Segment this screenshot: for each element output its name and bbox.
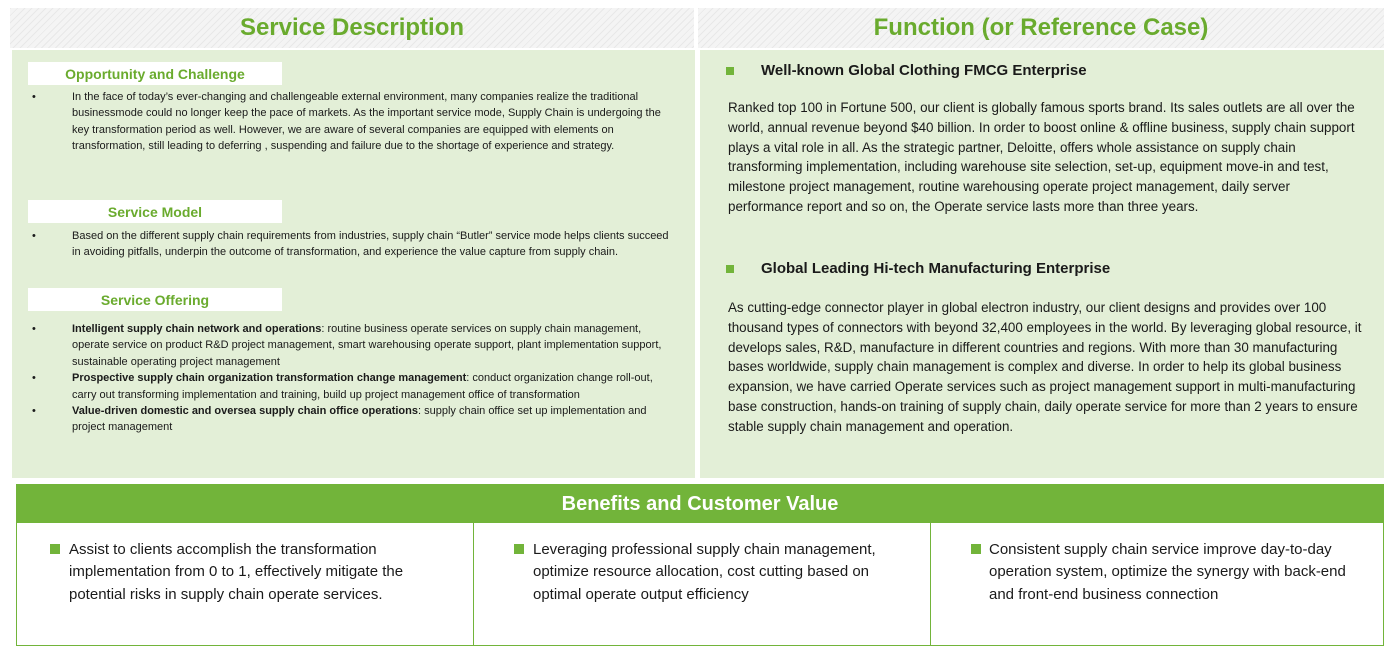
benefit-text: Leveraging professional supply chain management, optimize resource allocation, cost cutting based on optimal operate output efficiency [533,541,876,603]
square-bullet-icon [726,67,734,75]
service-model-text: Based on the different supply chain requirements from industries, supply chain “Butler” service mode helps clients succeed in avoiding pitfalls, underpin the outcome of transformation, and experience the value capture from supply chain. [72,230,669,259]
service-description-title: Service Description [239,14,465,41]
benefit-text: Consistent supply chain service improve day-to-day operation system, optimize the synergy with back-end and front-end business connection [989,541,1346,603]
offering-text: : conduct organization change roll-out, carry out transforming implementation and training, build up project management office of transformation [72,372,653,401]
service-offering-list [32,321,672,436]
offering-title: Intelligent supply chain network and operations [72,323,322,335]
service-model-label: Service Model [28,200,282,223]
opportunity-list [32,89,672,155]
list-item [32,89,672,155]
case2-title: Global Leading Hi-tech Manufacturing Enterprise [761,260,1111,277]
case1-title: Well-known Global Clothing FMCG Enterprise [761,62,1087,79]
offering-title: Prospective supply chain organization transformation change management [72,372,467,385]
reference-case-panel [700,50,1384,478]
benefit-text: Assist to clients accomplish the transformation implementation from 0 to 1, effectively mitigate the potential risks in supply chain operate services. [69,541,404,603]
function-title: Function (or Reference Case) [873,14,1209,41]
case1-text: Ranked top 100 in Fortune 500, our client is globally famous sports brand. Its sales outlets are all over the world, annual revenue beyond $40 billion. In order to boost online & offline business, supply chain support plays a vital role in all. As the strategic partner, Deloitte, offers whole assistance on supply chain transforming implementation, including warehouse site selection, set-up, equipment move-in and test, milestone project management, routine warehousing operate project management, daily server performance report and so on, the Operate service lasts more than three years. [728,100,1355,214]
offering-title: Value-driven domestic and oversea supply chain office operations [72,405,418,418]
list-item [32,321,672,370]
function-header [698,8,1384,48]
bullet-icon: • [32,230,36,242]
square-bullet-icon [50,544,60,554]
list-item [32,370,672,403]
offering-text: : routine business operate services on supply chain management, operate service on product R&D project management, smart warehousing operate support, plant implementation support, sustainable operating project management [72,323,662,368]
benefits-section [16,484,1384,646]
service-description-panel [12,50,695,478]
benefit-item [473,523,930,645]
benefits-title: Benefits and Customer Value [17,485,1383,523]
opportunity-label: Opportunity and Challenge [28,62,282,85]
offering-text: : supply chain office set up implementation and project management [72,405,647,434]
bullet-icon: • [32,91,36,103]
square-bullet-icon [514,544,524,554]
service-model-list [32,228,672,261]
case2-text: As cutting-edge connector player in global electron industry, our client designs and provides over 100 thousand types of connectors with beyond 32,400 employees in the world. By leveraging global resource, it develops sales, R&D, manufacture in different countries and regions. With more than 30 manufacturing bases worldwide, supply chain management is complex and diverse. In order to help its global business expansion, we have carried Operate services such as project management support in multi-manufacturing base construction, hands-on training of supply chain, daily operate service for more than 2 years to ensure stable supply chain management and operation. [728,300,1362,434]
opportunity-text: In the face of today’s ever-changing and challengeable external environment, many companies realize the traditional businessmode could no longer keep the pace of markets. As the important service mode, Supply Chain is undergoing the key transformation period as well. However, we are aware of several companies are equipped with elements on transformation, still leading to deferring , suspending and failure due to the shortage of experience and strategy. [72,91,661,153]
list-item [32,403,672,436]
bullet-icon: • [32,372,36,385]
square-bullet-icon [971,544,981,554]
service-offering-label: Service Offering [28,288,282,311]
benefit-item [17,523,473,645]
case1-heading [726,62,1087,79]
service-description-header [10,8,694,48]
square-bullet-icon [726,265,734,273]
bullet-icon: • [32,323,36,335]
case2-heading [726,260,1110,277]
list-item [32,228,672,261]
bullet-icon: • [32,405,36,418]
benefit-item [930,523,1383,645]
